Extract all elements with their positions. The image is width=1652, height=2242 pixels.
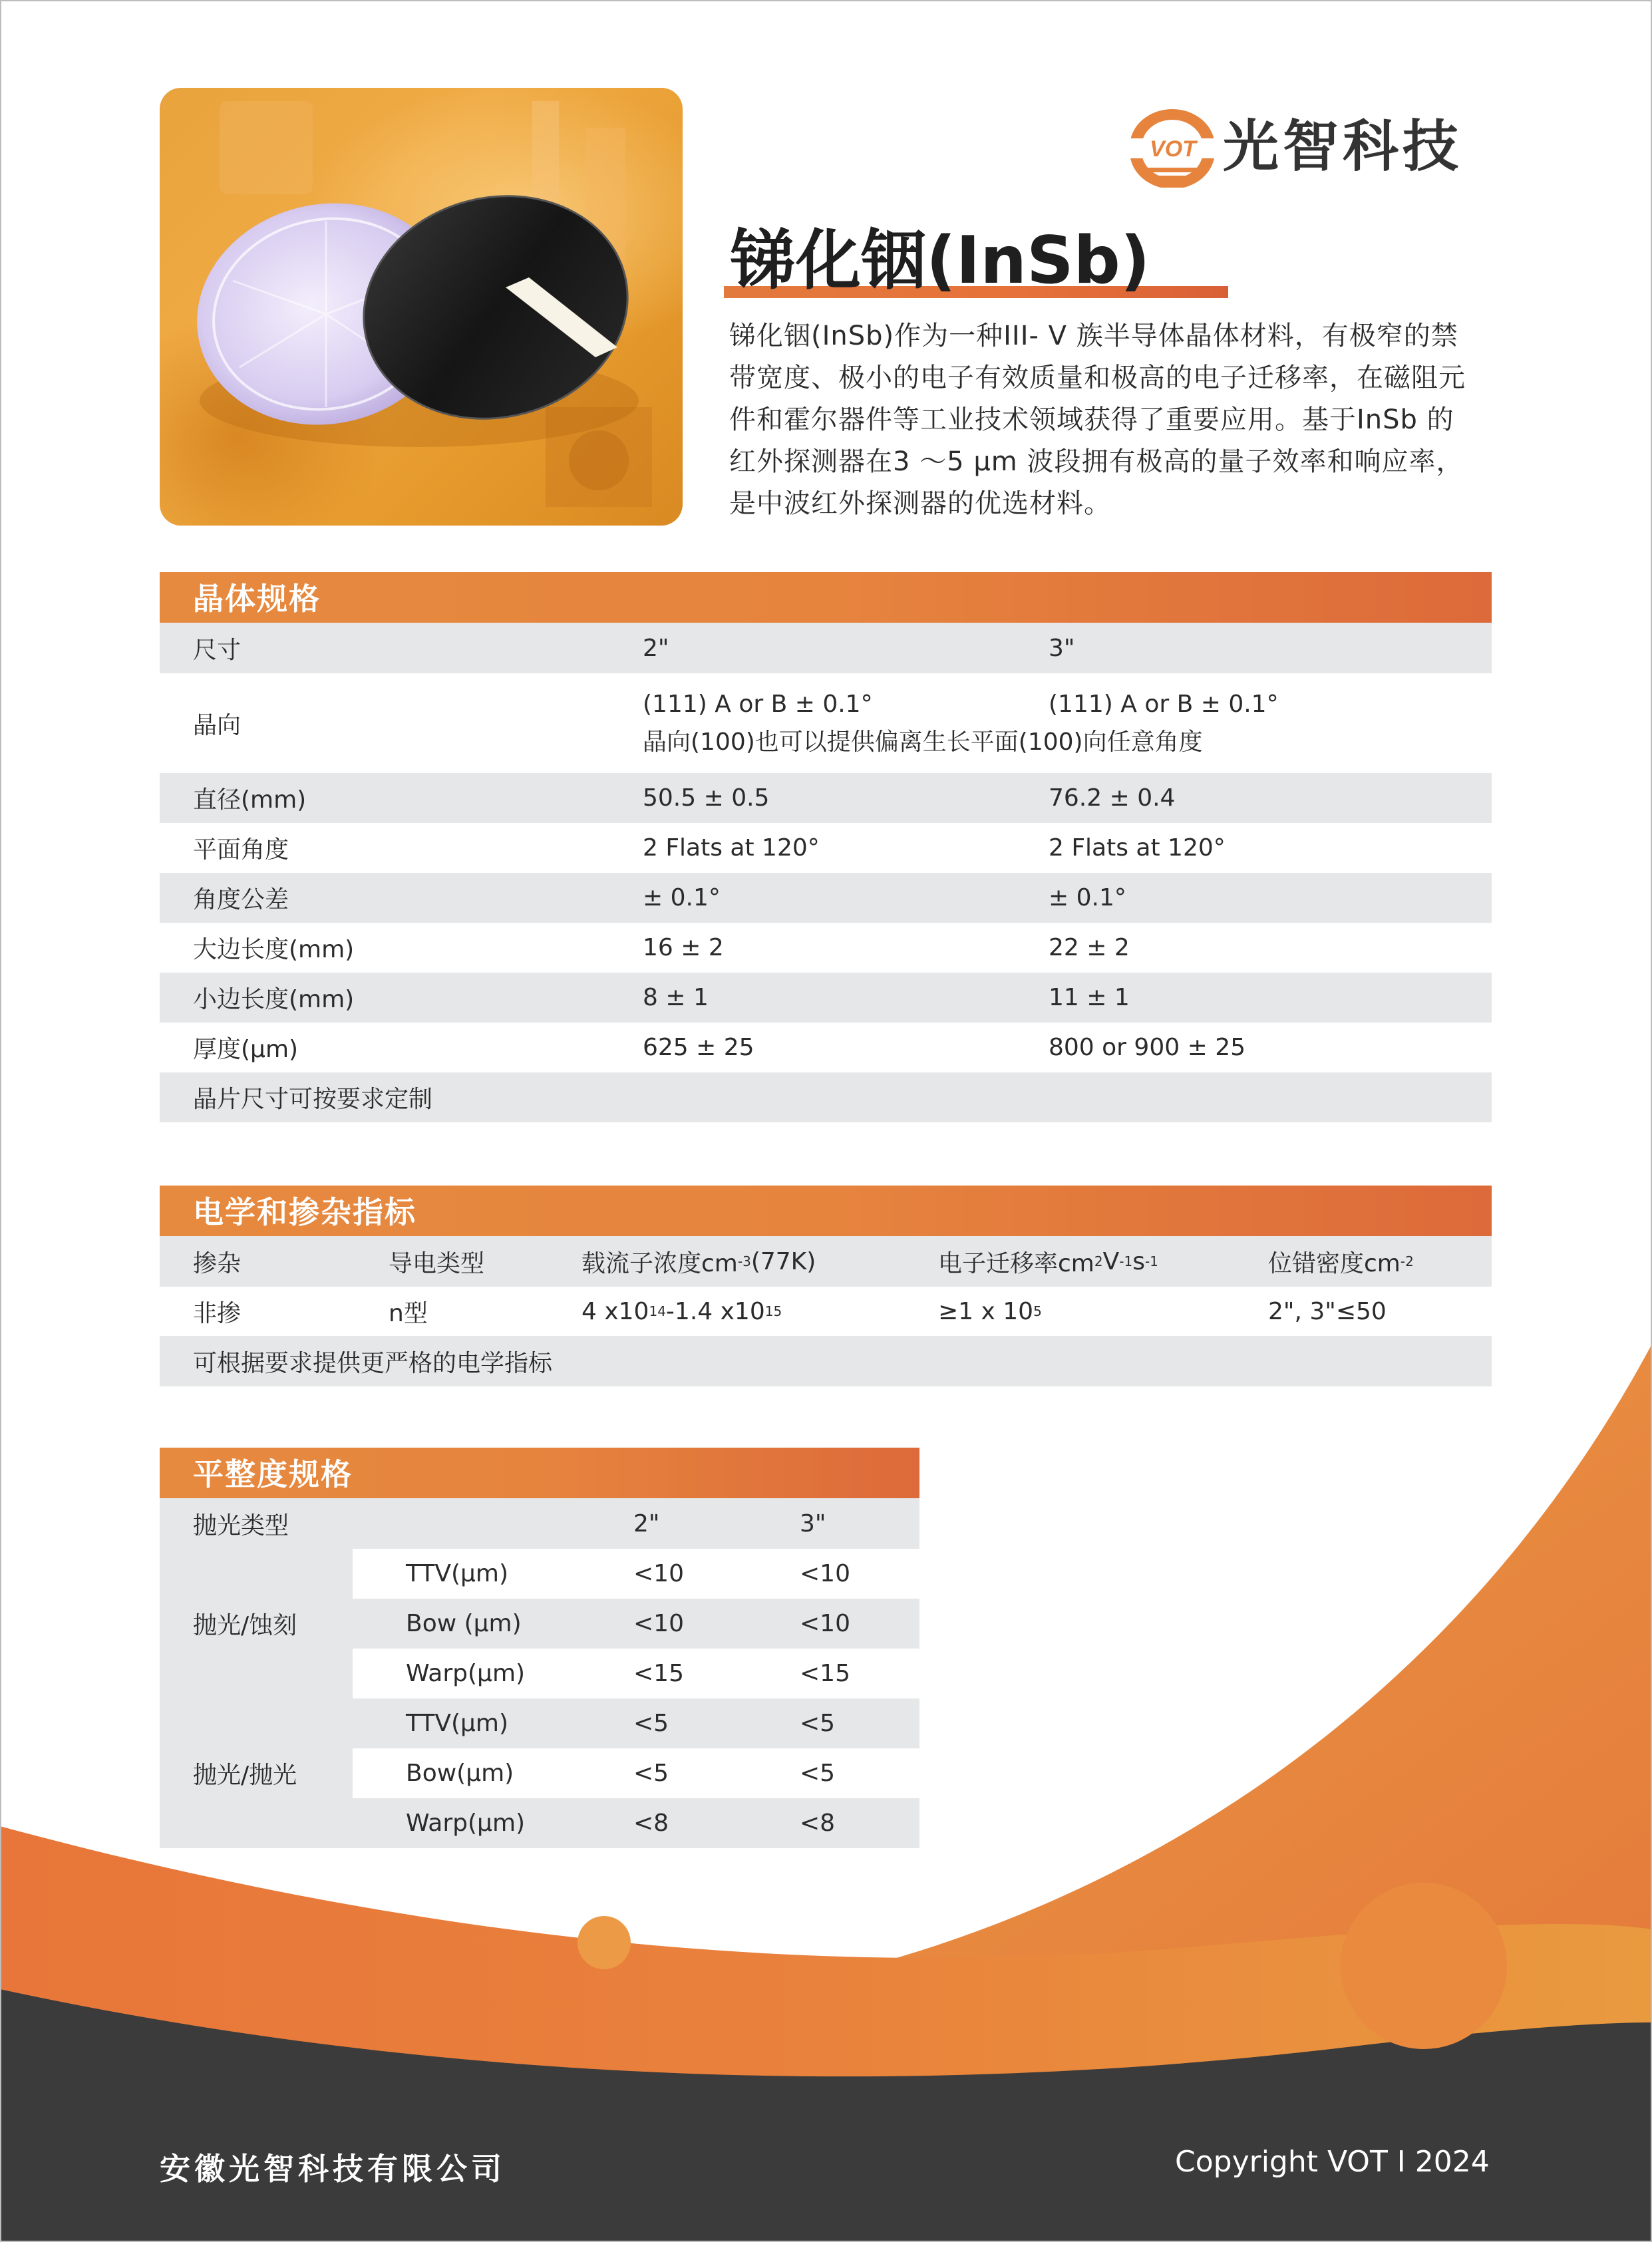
value-3inch: 800 or 900 ± 25 <box>1049 1034 1245 1061</box>
table-row <box>353 1698 919 1748</box>
carrier-max-exp: 15 <box>764 1303 782 1319</box>
value-3inch: 76.2 ± 0.4 <box>1049 784 1176 812</box>
wafer-illustration <box>160 88 683 526</box>
table-row <box>160 623 1492 673</box>
param-label: Bow (μm) <box>406 1610 522 1637</box>
dislocation-sup: -2 <box>1400 1253 1414 1269</box>
value-3inch: ± 0.1° <box>1049 884 1126 911</box>
table-row <box>160 1023 1492 1072</box>
row-label: 角度公差 <box>193 886 289 913</box>
wave-dot-large <box>1341 1883 1507 2049</box>
value-2inch: <10 <box>633 1560 684 1587</box>
value-2inch: <15 <box>633 1660 684 1687</box>
wave-dot-small <box>578 1916 631 1969</box>
row-label: 晶向 <box>193 711 242 739</box>
table-row <box>353 1798 919 1848</box>
carrier-temp: (77K) <box>750 1247 816 1275</box>
brand-name: 光智科技 <box>1223 114 1463 179</box>
row-label: 厚度(μm) <box>193 1036 299 1063</box>
intro-line: 是中波红外探测器的优选材料。 <box>729 488 1111 519</box>
intro-line: 红外探测器在3 ～5 μm 波段拥有极高的量子效率和响应率， <box>729 446 1464 477</box>
carrier-min: 4 x10 <box>581 1297 649 1325</box>
value-2inch: (111) A or B ± 0.1° <box>643 690 873 718</box>
value-3inch: <8 <box>800 1810 836 1837</box>
table-header-row <box>160 1236 1492 1287</box>
value-3inch: 2 Flats at 120° <box>1049 834 1226 862</box>
intro-paragraph <box>729 315 1494 525</box>
param-label: Warp(μm) <box>406 1810 526 1837</box>
col-electron-mobility <box>938 1236 1158 1287</box>
intro-line: 锑化铟(InSb)作为一种III- V 族半导体晶体材料，有极窄的禁 <box>729 321 1458 351</box>
value-2inch: 2" <box>643 634 669 662</box>
type-value: n型 <box>389 1299 428 1327</box>
col-dislocation-density <box>1268 1236 1414 1287</box>
value-2inch: ± 0.1° <box>643 884 721 911</box>
group-name: 抛光/蚀刻 <box>193 1612 297 1639</box>
param-label: Bow(μm) <box>406 1760 514 1787</box>
value-3inch: <15 <box>800 1660 850 1687</box>
value-2inch: 625 ± 25 <box>643 1034 754 1061</box>
carrier-label: 载流子浓度cm <box>581 1249 738 1277</box>
carrier-min-exp: 14 <box>649 1303 666 1319</box>
page-title: 锑化铟(InSb) <box>731 223 1150 299</box>
table-row <box>160 1336 1492 1386</box>
intro-line: 件和霍尔器件等工业技术领域获得了重要应用。基于InSb 的 <box>729 404 1454 435</box>
doping-value: 非掺 <box>193 1299 242 1327</box>
hero-wafer-image <box>160 88 683 526</box>
mobility-unit: s <box>1132 1247 1145 1275</box>
mobility-sup: -1 <box>1119 1253 1133 1269</box>
polish-group-etch <box>160 1549 919 1698</box>
vot-logo-icon <box>1123 108 1223 188</box>
value-2inch: 8 ± 1 <box>643 984 709 1011</box>
dislocation-label: 位错密度cm <box>1268 1249 1401 1277</box>
value-3inch: <10 <box>800 1610 850 1637</box>
table-row <box>160 673 1492 773</box>
electrical-note: 可根据要求提供更严格的电学指标 <box>193 1349 553 1377</box>
mobility-base: ≥1 x 10 <box>938 1297 1034 1325</box>
mobility-sup: -1 <box>1144 1253 1158 1269</box>
carrier-max: -1.4 x10 <box>665 1297 765 1325</box>
flatness-spec-table <box>160 1498 919 1848</box>
value-2inch: <8 <box>633 1810 669 1837</box>
col-conduction-type: 导电类型 <box>389 1249 485 1277</box>
table-row <box>353 1599 919 1649</box>
mobility-label: 电子迁移率cm <box>938 1249 1094 1277</box>
table-row <box>160 1287 1492 1336</box>
intro-line: 带宽度、极小的电子有效质量和极高的电子迁移率，在磁阻元 <box>729 363 1466 393</box>
polish-group-polish <box>160 1698 919 1848</box>
mobility-exp: 5 <box>1033 1303 1042 1319</box>
electrical-spec-table <box>160 1236 1492 1386</box>
dislocation-value: 2", 3"≤50 <box>1268 1297 1387 1325</box>
table-header-row <box>160 1498 919 1549</box>
group-name: 抛光/抛光 <box>193 1762 297 1789</box>
col-doping: 掺杂 <box>193 1249 242 1277</box>
row-label: 尺寸 <box>193 636 242 664</box>
value-2inch: <10 <box>633 1610 684 1637</box>
value-3inch: <10 <box>800 1560 850 1587</box>
table-row <box>160 773 1492 823</box>
value-3inch: 11 ± 1 <box>1049 984 1130 1011</box>
value-2inch: <5 <box>633 1710 669 1737</box>
section-header-electrical: 电学和掺杂指标 <box>160 1186 1492 1236</box>
table-row <box>160 823 1492 873</box>
carrier-unit-sup: -3 <box>737 1253 751 1269</box>
col-3inch: 3" <box>800 1510 826 1537</box>
value-2inch: 16 ± 2 <box>643 934 724 961</box>
row-label: 平面角度 <box>193 836 289 864</box>
table-row <box>353 1649 919 1698</box>
custom-size-note: 晶片尺寸可按要求定制 <box>193 1086 433 1113</box>
footer-company-name: 安徽光智科技有限公司 <box>160 2151 506 2187</box>
col-carrier-concentration <box>581 1236 816 1287</box>
section-header-flatness: 平整度规格 <box>160 1448 919 1498</box>
row-label: 小边长度(mm) <box>193 986 355 1013</box>
param-label: TTV(μm) <box>406 1710 509 1737</box>
row-label: 大边长度(mm) <box>193 936 355 963</box>
value-3inch: (111) A or B ± 0.1° <box>1049 690 1279 718</box>
value-3inch: <5 <box>800 1710 836 1737</box>
carrier-value <box>581 1287 782 1336</box>
table-row <box>160 1072 1492 1122</box>
value-3inch: <5 <box>800 1760 836 1787</box>
col-2inch: 2" <box>633 1510 660 1537</box>
svg-text:VOT: VOT <box>1150 136 1196 162</box>
brand-logo <box>1123 108 1496 188</box>
mobility-sup: 2 <box>1094 1253 1103 1269</box>
table-row <box>160 873 1492 923</box>
param-label: TTV(μm) <box>406 1560 509 1587</box>
table-row <box>353 1549 919 1599</box>
group-label-cell <box>160 1698 353 1848</box>
value-3inch: 3" <box>1049 634 1075 662</box>
table-row <box>353 1748 919 1798</box>
param-label: Warp(μm) <box>406 1660 526 1687</box>
value-3inch: 22 ± 2 <box>1049 934 1130 961</box>
orientation-note: 晶向(100)也可以提供偏离生长平面(100)向任意角度 <box>643 728 1203 756</box>
row-label: 直径(mm) <box>193 786 307 814</box>
group-label-cell <box>160 1549 353 1698</box>
section-header-crystal: 晶体规格 <box>160 572 1492 623</box>
crystal-spec-table <box>160 623 1492 1122</box>
col-polish-type: 抛光类型 <box>193 1512 289 1539</box>
mobility-value <box>938 1287 1042 1336</box>
value-2inch: <5 <box>633 1760 669 1787</box>
mobility-unit: V <box>1102 1247 1120 1275</box>
table-row <box>160 973 1492 1023</box>
value-2inch: 2 Flats at 120° <box>643 834 820 862</box>
footer-copyright: Copyright VOT I 2024 <box>1175 2145 1490 2179</box>
table-row <box>160 923 1492 973</box>
value-2inch: 50.5 ± 0.5 <box>643 784 770 812</box>
